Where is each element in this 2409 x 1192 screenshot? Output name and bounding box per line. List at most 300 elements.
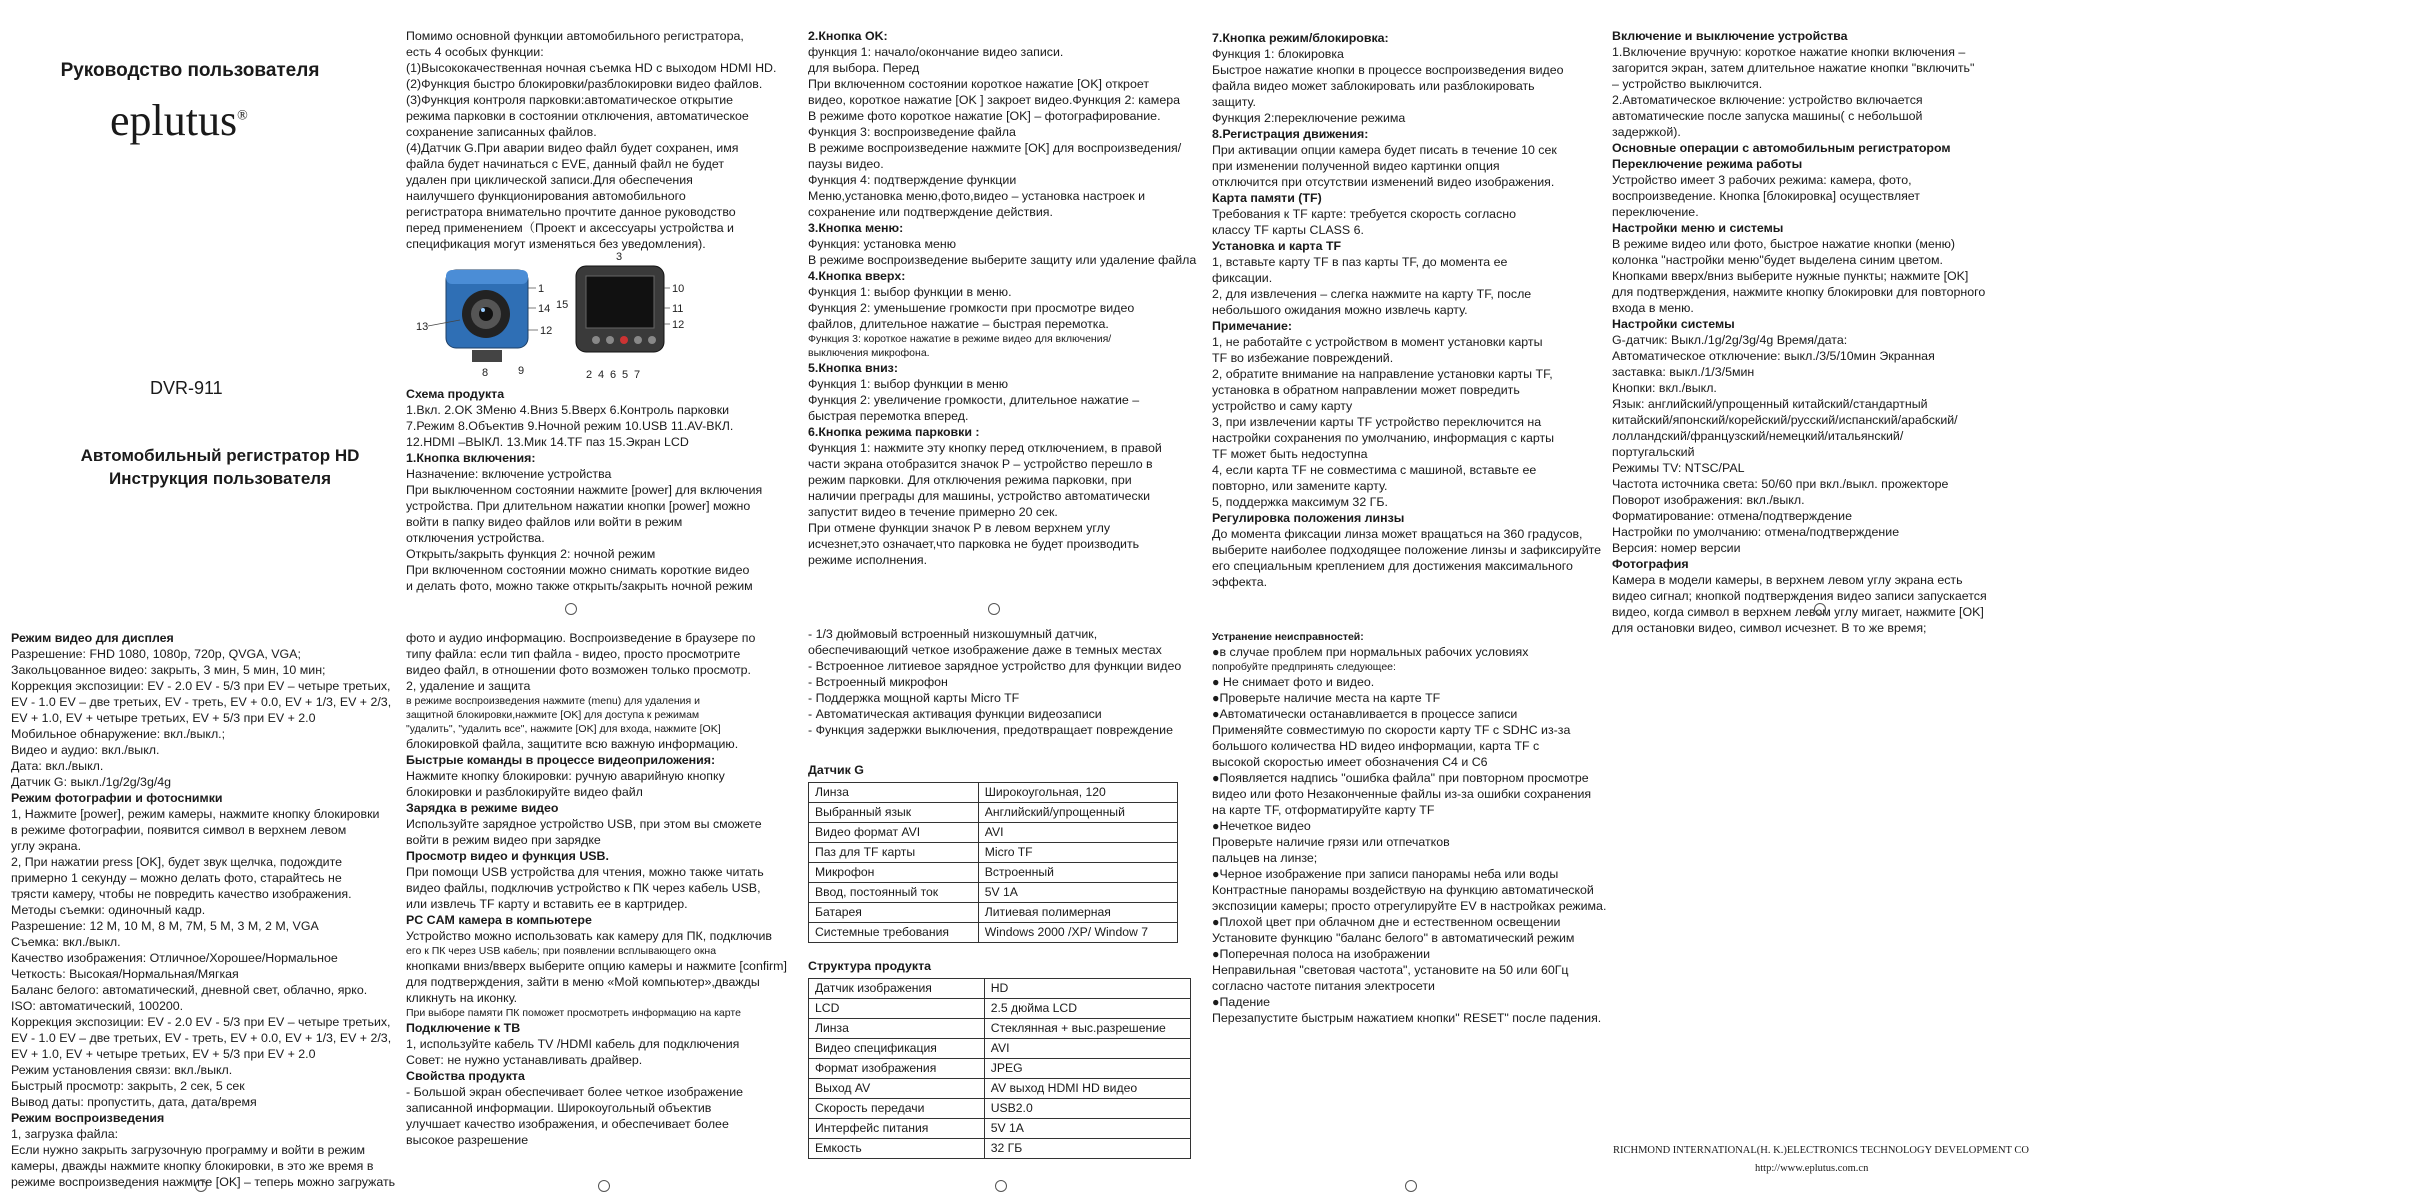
text-line: улучшает качество изображения, и обеспечивает более xyxy=(406,1117,729,1131)
table-row xyxy=(809,1099,1191,1119)
fold-marker xyxy=(598,1180,610,1192)
text-line: части экрана отобразится значок P – устройство перешло в xyxy=(808,457,1153,471)
text-line: Разрешение: 12 M, 10 M, 8 M, 7M, 5 M, 3 M, 2 M, VGA xyxy=(11,919,319,933)
text-line: Применяйте совместимую по скорости карту TF с SDHC из-за xyxy=(1212,723,1571,737)
spec-label: Паз для TF карты xyxy=(809,843,979,863)
video-photo-modes-text xyxy=(11,630,401,1190)
text-line: Проверьте наличие грязи или отпечатков xyxy=(1212,835,1450,849)
text-line: Карта памяти (TF) xyxy=(1212,191,1322,205)
spec-label: Датчик изображения xyxy=(809,979,985,999)
text-line: В режиме воспроизведение выберите защиту или удаление файла xyxy=(808,253,1197,267)
text-line: Включение и выключение устройства xyxy=(1612,29,1848,43)
text-line: ●Плохой цвет при облачном дне и естественном освещении xyxy=(1212,915,1561,929)
label-back-10: 10 xyxy=(672,283,685,295)
text-line: эффекта. xyxy=(1212,575,1268,589)
text-line: Основные операции с автомобильным регистратором xyxy=(1612,141,1951,155)
text-line: В режиме воспроизведение нажмите [OK] для воспроизведения/ xyxy=(808,141,1182,155)
text-line: 2, При нажатии press [OK], будет звук щелчка, подождите xyxy=(11,855,343,869)
text-line: 1, Нажмите [power], режим камеры, нажмите кнопку блокировки xyxy=(11,807,380,821)
subtitle-line-2: Инструкция пользователя xyxy=(108,469,331,488)
text-line: выберите наиболее подходящее положение линзы и зафиксируйте xyxy=(1212,543,1602,557)
spec-value: HD xyxy=(984,979,1190,999)
text-line: файла видео может заблокировать или разблокировать xyxy=(1212,79,1535,93)
text-line: Язык: английский/упрощенный китайский/стандартный xyxy=(1612,397,1928,411)
text-line: примерно 1 секунду – можно делать фото, старайтесь не xyxy=(11,871,342,885)
label-back-11: 11 xyxy=(672,303,684,315)
text-line: - Большой экран обеспечивает более четкое изображение xyxy=(406,1085,744,1099)
text-line: – устройство выключится. xyxy=(1612,77,1763,91)
text-line: 1, загрузка файла: xyxy=(11,1127,119,1141)
fold-marker xyxy=(988,603,1000,615)
structure-section xyxy=(808,958,1208,1159)
spec-value: JPEG xyxy=(984,1059,1190,1079)
text-line: его к ПК через USB кабель; при появлении всплывающего окна xyxy=(406,945,717,957)
text-line: Камера в модели камеры, в верхнем левом углу экрана есть xyxy=(1612,573,1963,587)
text-line: Быстрый просмотр: закрыть, 2 сек, 5 сек xyxy=(11,1079,245,1093)
text-line: режим парковки. Для отключения режима парковки, при xyxy=(808,473,1132,487)
text-line: Совет: не нужно устанавливать драйвер. xyxy=(406,1053,643,1067)
text-line: (2)Функция быстро блокировки/разблокировки видео файлов. xyxy=(406,77,763,91)
spec-label: Выбранный язык xyxy=(809,803,979,823)
fold-marker xyxy=(565,603,577,615)
text-line: типу файла: если тип файла - видео, просто просмотрите xyxy=(406,647,741,661)
dashcam-back xyxy=(576,266,664,352)
gsensor-section xyxy=(808,762,1208,943)
text-line: классу TF карты CLASS 6. xyxy=(1212,223,1364,237)
spec-value: Английский/упрощенный xyxy=(978,803,1177,823)
cover-title: Руководство пользователя xyxy=(60,60,320,81)
text-line: колонка "настройки меню"будет выделена синим цветом. xyxy=(1612,253,1943,267)
table-row xyxy=(809,923,1178,943)
text-line: Функция 2:переключение режима xyxy=(1212,111,1406,125)
power-settings-text xyxy=(1612,28,2012,636)
buttons-text xyxy=(808,28,1208,568)
text-line: При включенном состоянии можно снимать короткие видео xyxy=(406,563,750,577)
text-line: 3.Кнопка меню: xyxy=(808,221,904,235)
text-line: Быстрое нажатие кнопки в процессе воспроизведения видео xyxy=(1212,63,1564,77)
label-front-8: 8 xyxy=(482,367,489,379)
label-back-4: 4 xyxy=(598,369,605,381)
text-line: Методы съемки: одиночный кадр. xyxy=(11,903,206,917)
table-row xyxy=(809,1119,1191,1139)
text-line: высокой скоростью имеет обозначения C4 и C6 xyxy=(1212,755,1488,769)
text-line: Настройки по умолчанию: отмена/подтверждение xyxy=(1612,525,1900,539)
table-row xyxy=(809,999,1191,1019)
text-line: войти в папку видео файлов или войти в режим xyxy=(406,515,683,529)
text-line: (1)Высококачественная ночная съемка HD с выходом HDMI HD. xyxy=(406,61,777,75)
text-line: Четкость: Высокая/Нормальная/Мягкая xyxy=(11,967,239,981)
text-line: отключится при отсутствии изменений видео изображения. xyxy=(1212,175,1555,189)
text-line: Видео и аудио: вкл./выкл. xyxy=(11,743,160,757)
text-line: Мобильное обнаружение: вкл./выкл.; xyxy=(11,727,226,741)
text-line: TF может быть недоступна xyxy=(1212,447,1368,461)
text-line: ●Черное изображение при записи панорамы неба или воды xyxy=(1212,867,1559,881)
text-line: Неправильная "световая частота", установите на 50 или 60Гц xyxy=(1212,963,1569,977)
text-line: Помимо основной функции автомобильного регистратора, xyxy=(406,29,744,43)
text-line: Функция 1: выбор функции в меню. xyxy=(808,285,1012,299)
text-line: наилучшего функционирования автомобильного xyxy=(406,189,686,203)
text-line: спецификация могут изменяться без уведомления). xyxy=(406,237,706,251)
text-line: 1, не работайте с устройством в момент установки карты xyxy=(1212,335,1543,349)
text-line: ●Появляется надпись "ошибка файла" при повторном просмотре xyxy=(1212,771,1589,785)
text-line: (4)Датчик G.При аварии видео файл будет сохранен, имя xyxy=(406,141,739,155)
text-line: есть 4 особых функции: xyxy=(406,45,544,59)
spec-value: Windows 2000 /XP/ Window 7 xyxy=(978,923,1177,943)
text-line: 1, вставьте карту TF в паз карты TF, до момента ее xyxy=(1212,255,1508,269)
text-line: Коррекция экспозиции: EV - 2.0 EV - 5/3 при EV – четыре третьих, xyxy=(11,1015,391,1029)
subtitle-line-1: Автомобильный регистратор HD xyxy=(80,446,360,465)
text-line: или извлечь TF карту и вставить ее в картридер. xyxy=(406,897,688,911)
text-line: При выключенном состоянии нажмите [power] для включения xyxy=(406,483,763,497)
text-line: При помощи USB устройства для чтения, можно также читать xyxy=(406,865,764,879)
text-line: 2, удаление и защита xyxy=(406,679,531,693)
text-line: В режиме фото короткое нажатие [OK] – фотографирование. xyxy=(808,109,1161,123)
text-line: Функция 3: короткое нажатие в режиме видео для включения/ xyxy=(808,333,1112,345)
text-line: установка в обратном направлении может повредить xyxy=(1212,383,1520,397)
text-line: Съемка: вкл./выкл. xyxy=(11,935,121,949)
table-row xyxy=(809,979,1191,999)
text-line: Баланс белого: автоматический, дневной свет, облачно, ярко. xyxy=(11,983,368,997)
label-front-12: 12 xyxy=(540,325,553,337)
text-line: Зарядка в режиме видео xyxy=(406,801,559,815)
text-line: в режиме фотографии, появится символ в верхнем левом xyxy=(11,823,347,837)
text-line: ●Автоматически останавливается в процессе записи xyxy=(1212,707,1518,721)
text-line: повторно, или замените карту. xyxy=(1212,479,1388,493)
text-line: Устранение неисправностей: xyxy=(1212,631,1364,643)
text-line: Функция 2: увеличение громкости, длительное нажатие – xyxy=(808,393,1140,407)
text-line: удален при циклической записи.Для обеспечения xyxy=(406,173,693,187)
text-line: устройства. При длительном нажатии кнопки [power] можно xyxy=(406,499,751,513)
text-line: углу экрана. xyxy=(11,839,82,853)
spec-label: Формат изображения xyxy=(809,1059,985,1079)
text-line: Перезапустите быстрым нажатием кнопки" RESET" после падения. xyxy=(1212,1011,1602,1025)
text-line: ●Падение xyxy=(1212,995,1271,1009)
text-line: защитной блокировки,нажмите [OK] для доступа к режимам xyxy=(406,709,700,721)
text-line: Разрешение: FHD 1080, 1080p, 720p, QVGA, VGA; xyxy=(11,647,301,661)
text-line: режиме исполнения. xyxy=(808,553,928,567)
text-line: 8.Регистрация движения: xyxy=(1212,127,1369,141)
text-line: Меню,установка меню,фото,видео – установка настроек и xyxy=(808,189,1145,203)
text-line: быстрая перемотка вперед. xyxy=(808,409,969,423)
spec-label: Скорость передачи xyxy=(809,1099,985,1119)
gsensor-title: Датчик G xyxy=(808,763,864,777)
text-line: войти в режим видео при зарядке xyxy=(406,833,601,847)
structure-table xyxy=(808,978,1191,1159)
label-back-6: 6 xyxy=(610,369,617,381)
text-line: для выбора. Перед xyxy=(808,61,920,75)
label-back-7: 7 xyxy=(634,369,641,381)
text-line: сохранение или подтверждение действия. xyxy=(808,205,1053,219)
text-line: 1.Включение вручную: короткое нажатие кнопки включения – xyxy=(1612,45,1966,59)
text-line: Режим фотографии и фотоснимки xyxy=(11,791,223,805)
text-line: Устройство имеет 3 рабочих режима: камера, фото, xyxy=(1612,173,1912,187)
label-front-14: 14 xyxy=(538,303,551,315)
model-name: DVR-911 xyxy=(150,378,223,398)
text-line: в режиме воспроизведения нажмите (menu) для удаления и xyxy=(406,695,701,707)
text-line: отключения устройства. xyxy=(406,531,545,545)
text-line: 1.Кнопка включения: xyxy=(406,451,536,465)
text-line: блокировкой файла, защитите всю важную информацию. xyxy=(406,737,739,751)
text-line: Функция 2: уменьшение громкости при просмотре видео xyxy=(808,301,1135,315)
text-line: EV - 1.0 EV – две третьих, EV - треть, EV + 0.0, EV + 1/3, EV + 2/3, xyxy=(11,695,392,709)
spec-label: Выход AV xyxy=(809,1079,985,1099)
label-front-9: 9 xyxy=(518,365,525,377)
text-line: Частота источника света: 50/60 при вкл./выкл. прожекторе xyxy=(1612,477,1949,491)
text-line: заставка: выкл./1/3/5мин xyxy=(1612,365,1755,379)
text-line: Версия: номер версии xyxy=(1612,541,1741,555)
text-line: Свойства продукта xyxy=(406,1069,525,1083)
text-line: и делать фото, можно также открыть/закрыть ночной режим xyxy=(406,579,753,593)
table-row xyxy=(809,1059,1191,1079)
brand-logo xyxy=(110,95,248,146)
text-line: Кнопки: вкл./выкл. xyxy=(1612,381,1717,395)
fold-marker xyxy=(1814,603,1826,615)
text-line: Функция 1: нажмите эту кнопку перед отключением, в правой xyxy=(808,441,1162,455)
cover-subtitle xyxy=(40,444,400,490)
text-line: Если нужно закрыть загрузочную программу и войти в режим xyxy=(11,1143,366,1157)
text-line: "удалить", "удалить все", нажмите [OK] для входа, нажмите [OK] xyxy=(406,723,721,735)
intro-text xyxy=(406,28,796,252)
product-schema-text xyxy=(406,386,796,594)
text-line: Схема продукта xyxy=(406,387,505,401)
dashcam-illustration xyxy=(400,250,700,385)
label-back-3: 3 xyxy=(616,251,623,263)
text-line: ●Проверьте наличие места на карте TF xyxy=(1212,691,1441,705)
text-line: запустит видео в течение примерно 20 сек. xyxy=(808,505,1058,519)
text-line: Закольцованное видео: закрыть, 3 мин, 5 мин, 10 мин; xyxy=(11,663,326,677)
text-line: 2.Автоматическое включение: устройство включается xyxy=(1612,93,1923,107)
text-line: регистратора внимательно прочтите данное руководство xyxy=(406,205,736,219)
text-line: - Встроенное литиевое зарядное устройство для функции видео xyxy=(808,659,1182,673)
text-line: - 1/3 дюймовый встроенный низкошумный датчик, xyxy=(808,627,1098,641)
structure-title: Структура продукта xyxy=(808,959,932,973)
text-line: Кнопками вверх/вниз выберите нужные пункты; нажмите [OK] xyxy=(1612,269,1969,283)
text-line: его специальным креплением для достижения максимального xyxy=(1212,559,1573,573)
text-line: настройки сохранения по умолчанию, информация с карты xyxy=(1212,431,1555,445)
text-line: Функция 1: блокировка xyxy=(1212,47,1344,61)
text-line: исчезнет,это означает,что парковка не будет производить xyxy=(808,537,1140,551)
text-line: наличии преграды для машины, устройство автоматически xyxy=(808,489,1151,503)
text-line: видео, короткое нажатие [OK ] закроет видео.Функция 2: камера xyxy=(808,93,1180,107)
table-row xyxy=(809,1039,1191,1059)
spec-label: Ввод, постоянный ток xyxy=(809,883,979,903)
spec-value: Встроенный xyxy=(978,863,1177,883)
spec-value: 5V 1A xyxy=(984,1119,1190,1139)
spec-value: USB2.0 xyxy=(984,1099,1190,1119)
features-text xyxy=(808,626,1208,738)
text-line: для подтверждения, зайти в меню «Мой компьютер»,дважды xyxy=(406,975,760,989)
table-row xyxy=(809,1139,1191,1159)
table-row xyxy=(809,843,1178,863)
text-line: Качество изображения: Отличное/Хорошее/Нормальное xyxy=(11,951,338,965)
text-line: - Функция задержки выключения, предотвращает повреждение xyxy=(808,723,1173,737)
text-line: входа в меню. xyxy=(1612,301,1694,315)
label-back-15: 15 xyxy=(556,299,569,311)
text-line: ISO: автоматический, 100200. xyxy=(11,999,184,1013)
table-row xyxy=(809,783,1178,803)
text-line: пальцев на линзе; xyxy=(1212,851,1318,865)
text-line: высокое разрешение xyxy=(406,1133,529,1147)
table-row xyxy=(809,1019,1191,1039)
text-line: Нажмите кнопку блокировки: ручную аварийную кнопку xyxy=(406,769,725,783)
text-line: Коррекция экспозиции: EV - 2.0 EV - 5/3 при EV – четыре третьих, xyxy=(11,679,391,693)
text-line: ●в случае проблем при нормальных рабочих условиях xyxy=(1212,645,1529,659)
text-line: Функция: установка меню xyxy=(808,237,957,251)
fold-marker xyxy=(1405,1180,1417,1192)
text-line: кликнуть на иконку. xyxy=(406,991,518,1005)
text-line: устройство и саму карту xyxy=(1212,399,1353,413)
text-line: (3)Функция контроля парковки:автоматическое открытие xyxy=(406,93,734,107)
text-line: функция 1: начало/окончание видео записи. xyxy=(808,45,1064,59)
playback-usb-text xyxy=(406,630,806,1148)
company-url: http://www.eplutus.com.cn xyxy=(1755,1163,1869,1174)
spec-label: Видео формат AVI xyxy=(809,823,979,843)
text-line: сохранение записанных файлов. xyxy=(406,125,597,139)
spec-label: Системные требования xyxy=(809,923,979,943)
dashcam-front xyxy=(446,270,528,362)
text-line: Переключение режима работы xyxy=(1612,157,1803,171)
text-line: - Встроенный микрофон xyxy=(808,675,948,689)
text-line: записанной информации. Широкоугольный объектив xyxy=(406,1101,712,1115)
text-line: - Поддержка мощной карты Micro TF xyxy=(808,691,1020,705)
text-line: 7.Кнопка режим/блокировка: xyxy=(1212,31,1389,45)
text-line: 4, если карта TF не совместима с машиной, вставьте ее xyxy=(1212,463,1537,477)
table-row xyxy=(809,803,1178,823)
text-line: Фотография xyxy=(1612,557,1689,571)
spec-value: 32 ГБ xyxy=(984,1139,1190,1159)
spec-label: Батарея xyxy=(809,903,979,923)
text-line: Режим видео для дисплея xyxy=(11,631,174,645)
spec-value: Широкоугольная, 120 xyxy=(978,783,1177,803)
text-line: Функция 4: подтверждение функции xyxy=(808,173,1017,187)
text-line: режима парковки в состоянии отключения, автоматическое xyxy=(406,109,749,123)
text-line: Датчик G: выкл./1g/2g/3g/4g xyxy=(11,775,172,789)
text-line: китайский/японский/корейский/русский/испанский/арабский/ xyxy=(1612,413,1958,427)
label-back-12: 12 xyxy=(672,319,685,331)
text-line: 2, для извлечения – слегка нажмите на карту TF, после xyxy=(1212,287,1532,301)
text-line: Поворот изображения: вкл./выкл. xyxy=(1612,493,1805,507)
text-line: 7.Режим 8.Объектив 9.Ночной режим 10.USB 11.AV-ВКЛ. xyxy=(406,419,734,433)
table-row xyxy=(809,883,1178,903)
table-row xyxy=(809,1079,1191,1099)
text-line: Требования к TF карте: требуется скорость согласно xyxy=(1212,207,1516,221)
text-line: EV - 1.0 EV – две третьих, EV - треть, EV + 0.0, EV + 1/3, EV + 2/3, xyxy=(11,1031,392,1045)
text-line: лолландский/французский/немецкий/итальянский/ xyxy=(1612,429,1904,443)
text-line: Форматирование: отмена/подтверждение xyxy=(1612,509,1852,523)
spec-value: Стеклянная + выс.разрешение xyxy=(984,1019,1190,1039)
text-line: обеспечивающий четкое изображение даже в темных местах xyxy=(808,643,1162,657)
text-line: при изменении полученной видео картинки опция xyxy=(1212,159,1500,173)
text-line: Режим воспроизведения xyxy=(11,1111,165,1125)
text-line: файлов, длительное нажатие – быстрая перемотка. xyxy=(808,317,1109,331)
brand-name: eplutus xyxy=(110,96,238,145)
text-line: 2, обратите внимание на направление установки карты TF, xyxy=(1212,367,1553,381)
text-line: воспроизведение. Кнопка [блокировка] осуществляет xyxy=(1612,189,1920,203)
text-line: 4.Кнопка вверх: xyxy=(808,269,906,283)
text-line: португальский xyxy=(1612,445,1695,459)
text-line: - Автоматическая активация функции видеозаписи xyxy=(808,707,1102,721)
spec-label: Емкость xyxy=(809,1139,985,1159)
text-line: Установка и карта TF xyxy=(1212,239,1342,253)
text-line: Примечание: xyxy=(1212,319,1293,333)
text-line: Режимы TV: NTSC/PAL xyxy=(1612,461,1745,475)
text-line: При отмене функции значок P в левом верхнем углу xyxy=(808,521,1111,535)
text-line: Дата: вкл./выкл. xyxy=(11,759,104,773)
text-line: ● Не снимает фото и видео. xyxy=(1212,675,1375,689)
text-line: режиме воспроизведения нажмите [OK] – теперь можно загружать xyxy=(11,1175,396,1189)
text-line: видео сигнал; кнопкой подтверждения видео записи запускается xyxy=(1612,589,1987,603)
text-line: для остановки видео, символ исчезнет. В то же время; xyxy=(1612,621,1927,635)
text-line: PC CAM камера в компьютере xyxy=(406,913,592,927)
text-line: фото и аудио информацию. Воспроизведение в браузере по xyxy=(406,631,756,645)
text-line: Просмотр видео и функция USB. xyxy=(406,849,609,863)
text-line: Контрастные панорамы воздействую на функцию автоматической xyxy=(1212,883,1594,897)
text-line: большого количества HD видео информации, карта TF с xyxy=(1212,739,1540,753)
fold-marker xyxy=(195,1180,207,1192)
text-line: защиту. xyxy=(1212,95,1256,109)
label-back-5: 5 xyxy=(622,369,629,381)
fold-marker xyxy=(995,1180,1007,1192)
text-line: переключение. xyxy=(1612,205,1699,219)
text-line: на карте TF, отформатируйте карту TF xyxy=(1212,803,1435,817)
text-line: блокировки и разблокируйте видео файл xyxy=(406,785,643,799)
text-line: Автоматическое отключение: выкл./3/5/10мин Экранная xyxy=(1612,349,1935,363)
text-line: Подключение к ТВ xyxy=(406,1021,521,1035)
text-line: ●Поперечная полоса на изображении xyxy=(1212,947,1430,961)
text-line: 12.HDMI –ВЫКЛ. 13.Мик 14.TF паз 15.Экран LCD xyxy=(406,435,689,449)
table-row xyxy=(809,823,1178,843)
spec-value: 2.5 дюйма LCD xyxy=(984,999,1190,1019)
troubleshooting-text xyxy=(1212,630,1617,1026)
text-line: файла будет начинаться с EVE, данный файл не будет xyxy=(406,157,725,171)
text-line: согласно частоте питания электросети xyxy=(1212,979,1435,993)
text-line: Назначение: включение устройства xyxy=(406,467,612,481)
spec-label: Микрофон xyxy=(809,863,979,883)
text-line: перед применением（Проект и аксессуары устройства и xyxy=(406,221,734,235)
text-line: ●Нечеткое видео xyxy=(1212,819,1311,833)
text-line: видео файлы, подключив устройство к ПК через кабель USB, xyxy=(406,881,761,895)
spec-value: Micro TF xyxy=(978,843,1177,863)
text-line: EV + 1.0, EV + четыре третьих, EV + 5/3 при EV + 2.0 xyxy=(11,1047,316,1061)
text-line: 5.Кнопка вниз: xyxy=(808,361,898,375)
text-line: трясти камеру, чтобы не повредить качество изображения. xyxy=(11,887,352,901)
text-line: камеры, дважды нажмите кнопку блокировки, в это же время в xyxy=(11,1159,374,1173)
spec-label: Интерфейс питания xyxy=(809,1119,985,1139)
label-front-1: 1 xyxy=(538,283,545,295)
spec-value: AVI xyxy=(978,823,1177,843)
product-diagram xyxy=(400,250,700,385)
text-line: Настройки меню и системы xyxy=(1612,221,1784,235)
table-row xyxy=(809,903,1178,923)
spec-label: LCD xyxy=(809,999,985,1019)
text-line: кнопками вниз/вверх выберите опцию камеры и нажмите [confirm] xyxy=(406,959,787,973)
text-line: экспозиции камеры; просто отрегулируйте EV в настройках режима. xyxy=(1212,899,1607,913)
text-line: паузы видео. xyxy=(808,157,884,171)
text-line: для подтверждения, нажмите кнопку блокировки для повторного xyxy=(1612,285,1986,299)
text-line: Быстрые команды в процессе видеоприложения: xyxy=(406,753,716,767)
text-line: выключения микрофона. xyxy=(808,347,930,359)
gsensor-table xyxy=(808,782,1178,943)
spec-value: 5V 1A xyxy=(978,883,1177,903)
text-line: попробуйте предпринять следующее: xyxy=(1212,661,1396,673)
text-line: Регулировка положения линзы xyxy=(1212,511,1405,525)
text-line: Функция 3: воспроизведение файла xyxy=(808,125,1016,139)
text-line: EV + 1.0, EV + четыре третьих, EV + 5/3 при EV + 2.0 xyxy=(11,711,316,725)
text-line: небольшого ожидания можно извлечь карту. xyxy=(1212,303,1468,317)
text-line: До момента фиксации линза может вращаться на 360 градусов, xyxy=(1212,527,1583,541)
spec-label: Видео спецификация xyxy=(809,1039,985,1059)
text-line: 1, используйте кабель TV /HDMI кабель для подключения xyxy=(406,1037,740,1051)
